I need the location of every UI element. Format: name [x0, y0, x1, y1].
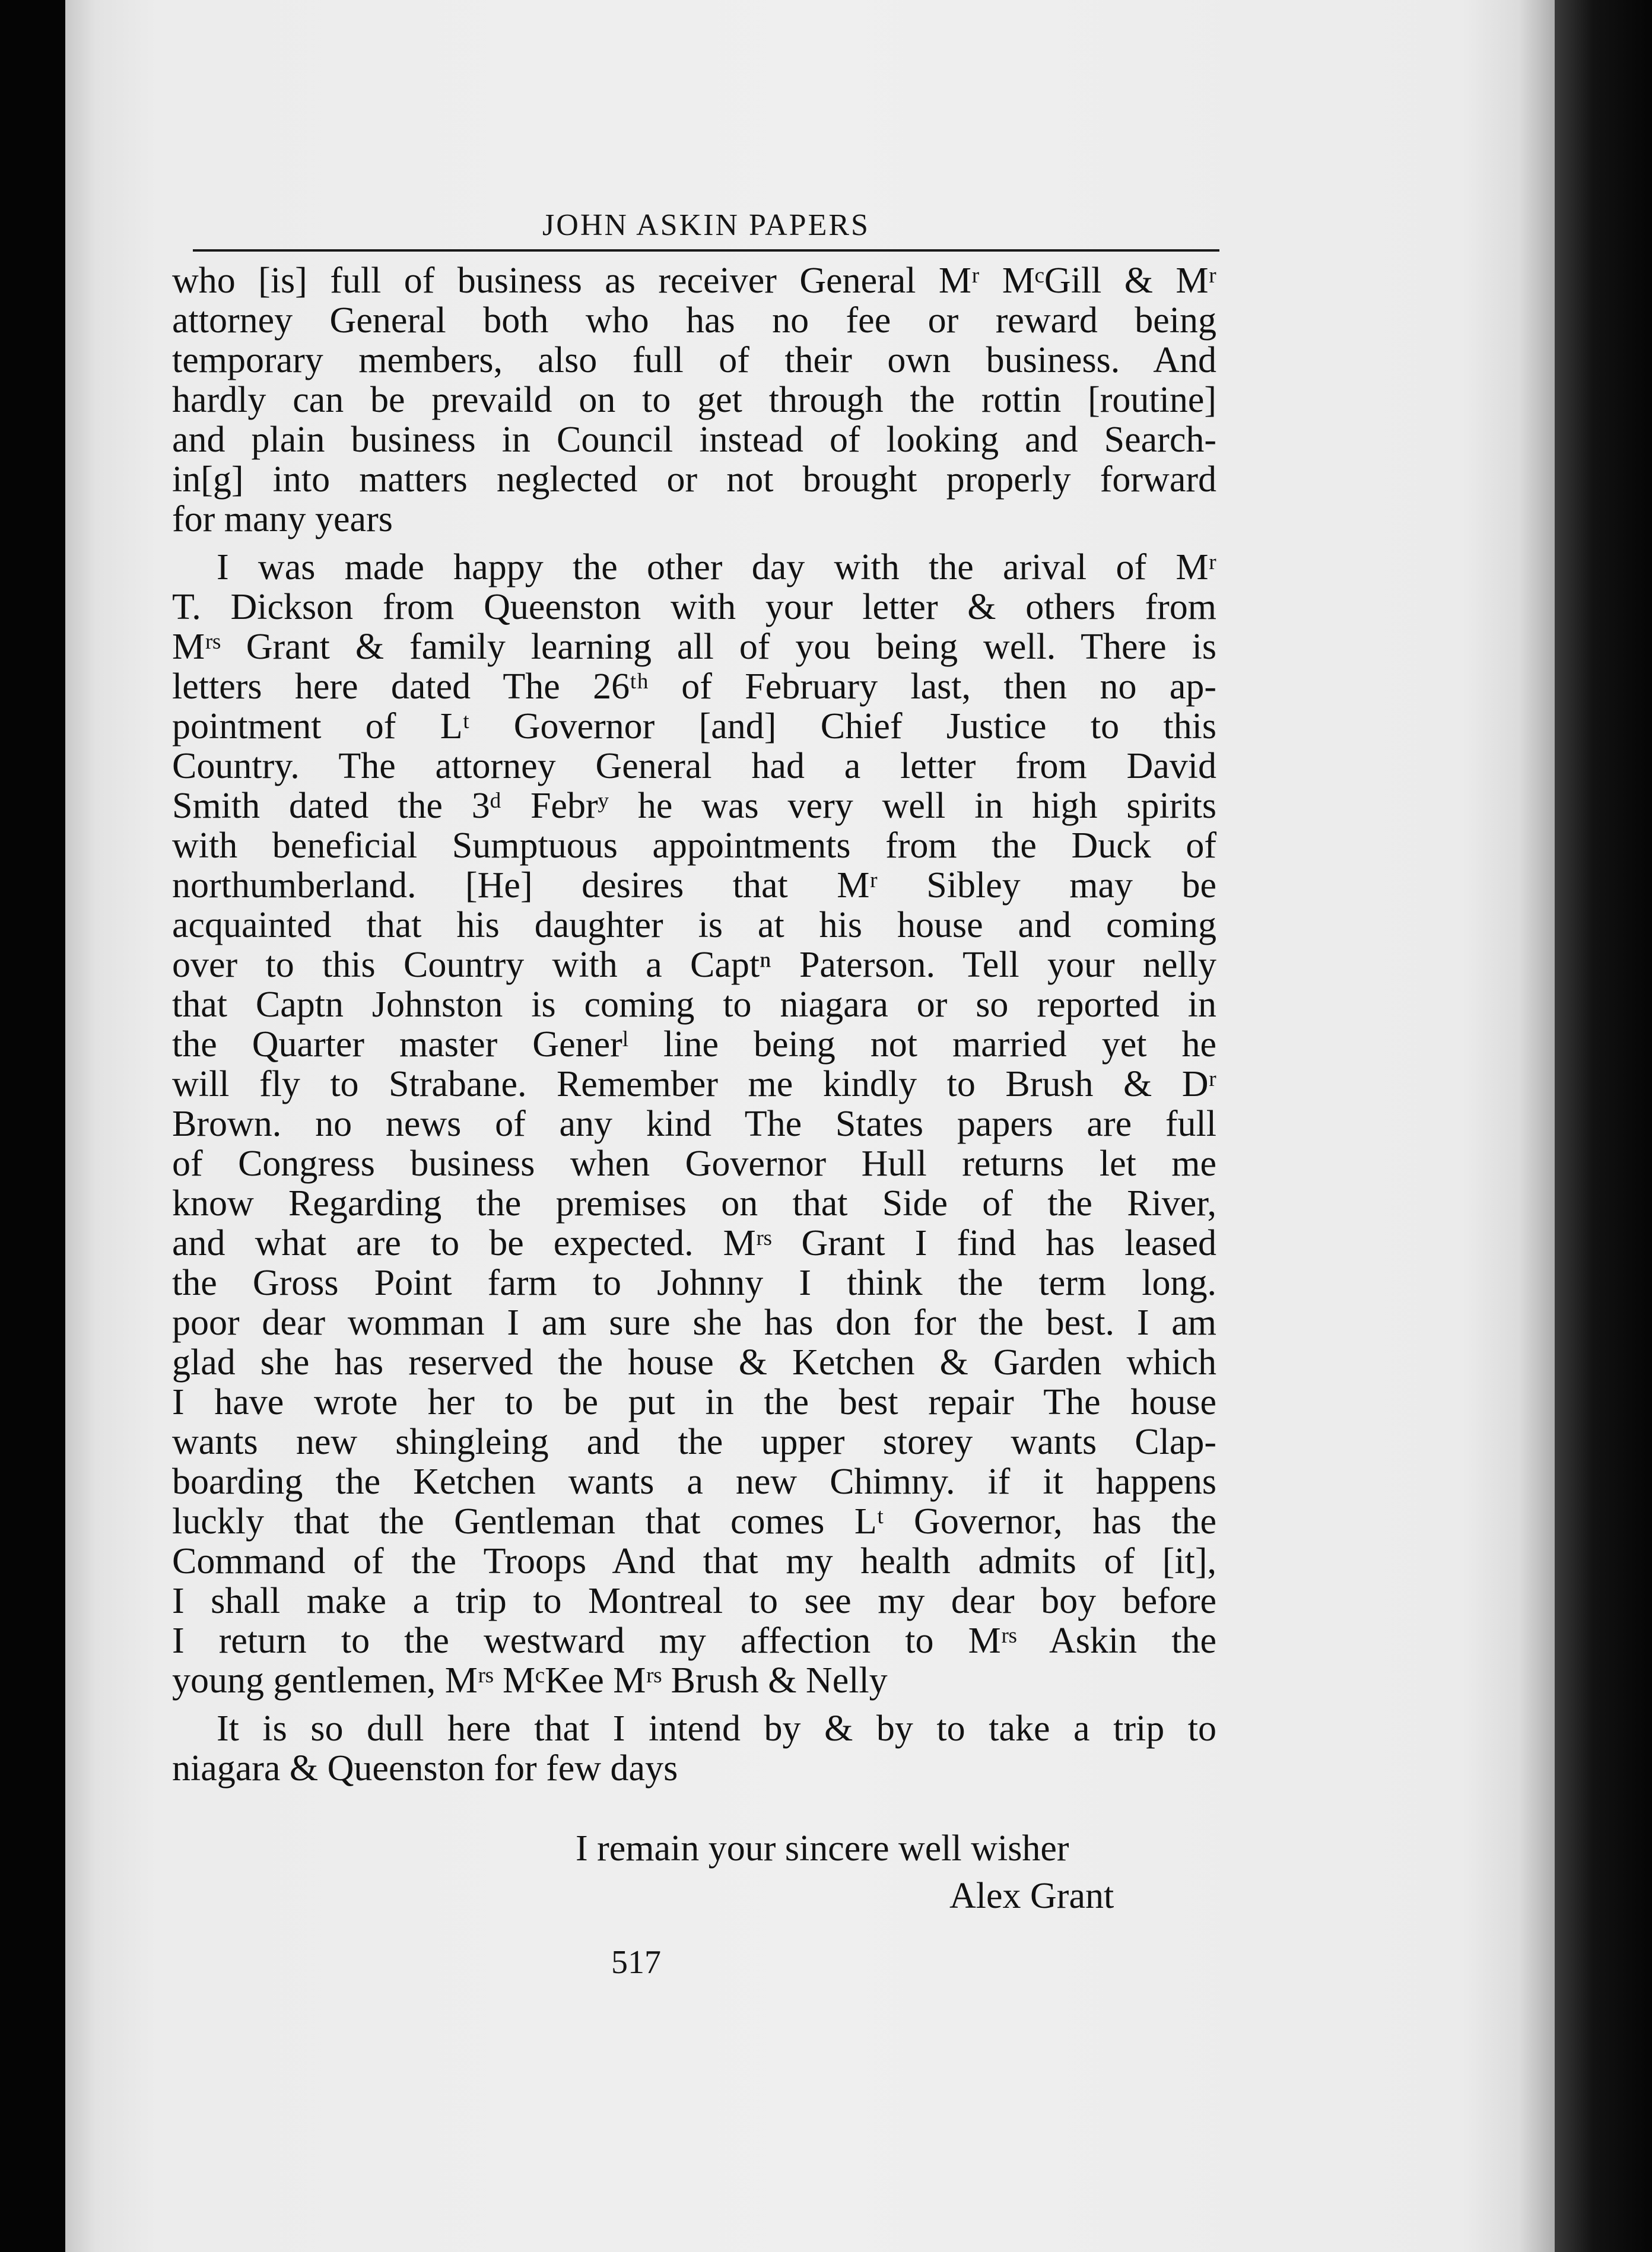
letter-signature: Alex Grant — [949, 1876, 1114, 1916]
text-line: Country. The attorney General had a letter from David — [172, 746, 1216, 786]
page-number: 517 — [611, 1944, 661, 1981]
text-line: of Congress business when Governor Hull returns let me — [172, 1144, 1216, 1184]
running-head-title: JOHN ASKIN PAPERS — [542, 208, 870, 242]
text-line: I return to the westward my affection to Mʳˢ Askin the — [172, 1621, 1216, 1661]
scan-border-left — [0, 0, 71, 2252]
text-line: T. Dickson from Queenston with your letter & others from — [172, 587, 1216, 627]
text-line: know Regarding the premises on that Side of the River, — [172, 1183, 1216, 1224]
text-line: I have wrote her to be put in the best repair The house — [172, 1382, 1216, 1422]
text-line: and plain business in Council instead of looking and Search- — [172, 420, 1216, 460]
text-line: who [is] full of business as receiver General Mʳ MᶜGill & Mʳ — [172, 261, 1216, 301]
text-line: the Quarter master Generˡ line being not married yet he — [172, 1024, 1216, 1065]
text-line: pointment of Lᵗ Governor [and] Chief Justice to this — [172, 706, 1216, 747]
paragraph-1 — [172, 261, 1216, 539]
text-line: Brown. no news of any kind The States papers are full — [172, 1104, 1216, 1144]
text-line: niagara & Queenston for few days — [172, 1748, 678, 1789]
text-line: It is so dull here that I intend by & by to take a trip to — [217, 1708, 1216, 1749]
text-line: Smith dated the 3ᵈ Febrʸ he was very well in high spirits — [172, 786, 1216, 826]
text-line: temporary members, also full of their own business. And — [172, 340, 1216, 380]
text-line: boarding the Ketchen wants a new Chimny. if it happens — [172, 1462, 1216, 1502]
text-line: poor dear womman I am sure she has don for the best. I am — [172, 1303, 1216, 1343]
text-line: letters here dated The 26ᵗʰ of February last, then no ap- — [172, 666, 1216, 707]
paragraph-2 — [172, 548, 1216, 1701]
text-line: the Gross Point farm to Johnny I think the term long. — [172, 1263, 1216, 1303]
text-line: will fly to Strabane. Remember me kindly to Brush & Dʳ — [172, 1064, 1216, 1104]
text-line: Command of the Troops And that my health admits of [it], — [172, 1541, 1216, 1581]
letter-closing: I remain your sincere well wisher — [576, 1828, 1069, 1869]
text-line: I was made happy the other day with the arival of Mʳ — [217, 547, 1216, 587]
text-line: attorney General both who has no fee or reward being — [172, 300, 1216, 341]
letter-body — [172, 261, 1216, 1789]
text-line: northumberland. [He] desires that Mʳ Sibley may be — [172, 865, 1216, 906]
scan-border-right — [1555, 0, 1652, 2252]
text-line: Mʳˢ Grant & family learning all of you being well. There is — [172, 627, 1216, 667]
text-line: for many years — [172, 499, 393, 539]
text-line: in[g] into matters neglected or not brought properly forward — [172, 459, 1216, 500]
text-line: luckly that the Gentleman that comes Lᵗ Governor, has the — [172, 1501, 1216, 1542]
text-line: young gentlemen, Mʳˢ MᶜKee Mʳˢ Brush & Nelly — [172, 1660, 888, 1701]
text-line: with beneficial Sumptuous appointments from the Duck of — [172, 825, 1216, 866]
running-head — [193, 208, 1219, 252]
text-line: acquainted that his daughter is at his house and coming — [172, 905, 1216, 945]
text-line: hardly can be prevaild on to get through the rottin [routine] — [172, 380, 1216, 420]
text-line: glad she has reserved the house & Ketchen & Garden which — [172, 1342, 1216, 1383]
text-line: wants new shingleing and the upper storey wants Clap- — [172, 1422, 1216, 1462]
text-line: that Captn Johnston is coming to niagara or so reported in — [172, 984, 1216, 1025]
text-line: I shall make a trip to Montreal to see my dear boy before — [172, 1581, 1216, 1621]
text-line: over to this Country with a Captⁿ Paterson. Tell your nelly — [172, 945, 1216, 985]
text-line: and what are to be expected. Mʳˢ Grant I find has leased — [172, 1223, 1216, 1263]
paragraph-3 — [172, 1709, 1216, 1789]
